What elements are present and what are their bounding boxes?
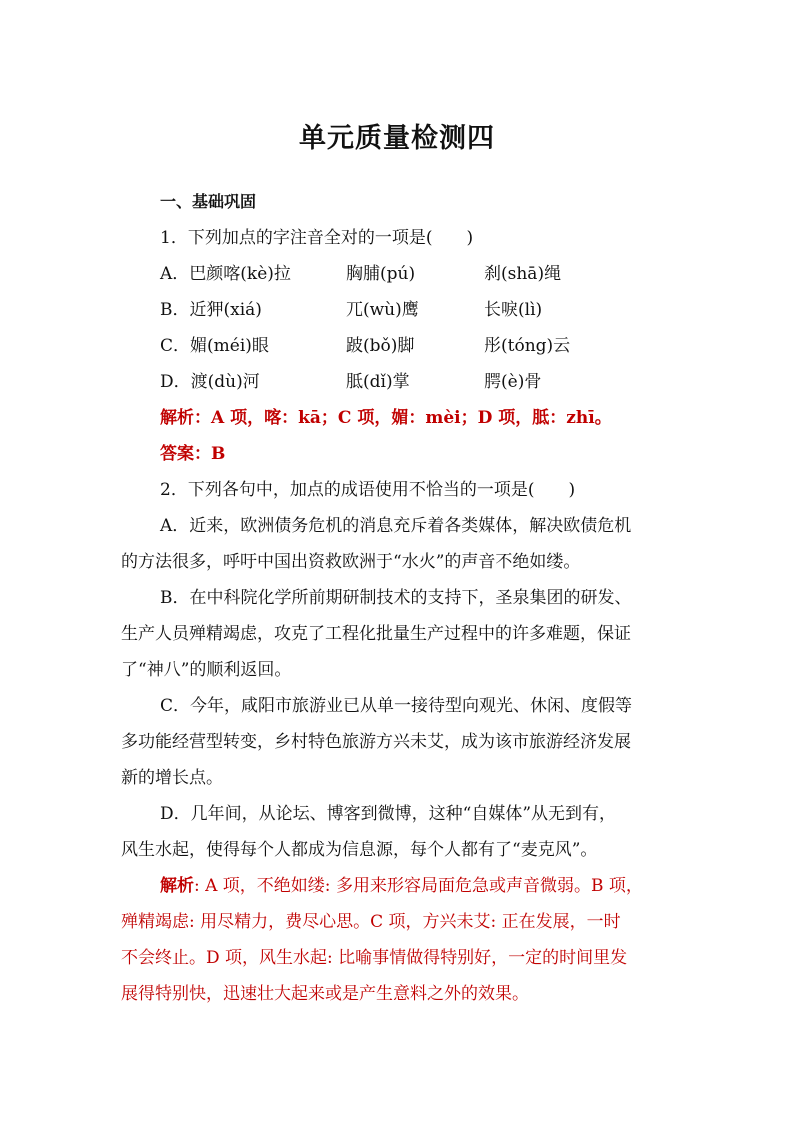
analysis-text: : A 项，不绝如缕: 多用来形容局面危急或声音微弱。B 项， (194, 876, 643, 896)
question-1-analysis (160, 406, 720, 430)
analysis-label: 解析 (160, 876, 194, 896)
question-2-option-b-line-3: 了“神八”的顺利返回。 (121, 660, 292, 680)
question-2-option-c-line-3: 新的增长点。 (121, 768, 223, 788)
option-c-item-3: 彤(tóng)云 (484, 336, 571, 356)
option-a-item-3: 刹(shā)绳 (484, 264, 562, 284)
question-2-analysis-line-3: 不会终止。D 项，风生水起: 比喻事情做得特别好，一定的时间里发 (121, 948, 628, 968)
option-c-item-1: C．媚(méi)眼 (160, 336, 269, 356)
answer-label: 答案 (160, 444, 194, 464)
question-2-analysis-line-1 (160, 874, 720, 898)
option-a-item-1: A．巴颜喀(kè)拉 (160, 264, 291, 284)
option-d-item-3: 腭(è)骨 (484, 372, 542, 392)
question-2-option-b-line-1: B．在中科院化学所前期研制技术的支持下，圣泉集团的研发、 (160, 588, 632, 608)
question-2-option-b-line-2: 生产人员殚精竭虑，攻克了工程化批量生产过程中的许多难题，保证 (121, 624, 631, 644)
option-d-item-1: D．渡(dù)河 (160, 372, 260, 392)
question-2-analysis-line-2: 殚精竭虑: 用尽精力，费尽心思。C 项，方兴未艾: 正在发展，一时 (121, 912, 621, 932)
question-1-stem: 1．下列加点的字注音全对的一项是( ) (160, 228, 474, 248)
question-2-option-d-line-2: 风生水起，使得每个人都成为信息源，每个人都有了“麦克风”。 (121, 840, 598, 860)
question-2-option-d-line-1: D．几年间，从论坛、博客到微博，这种“自媒体”从无到有， (160, 804, 617, 824)
option-b-item-3: 长唳(lì) (484, 300, 543, 320)
question-2-option-a-line-1: A．近来，欧洲债务危机的消息充斥着各类媒体，解决欧债危机 (160, 516, 632, 536)
question-2-option-a-line-2: 的方法很多，呼吁中国出资救欧洲于“水火”的声音不绝如缕。 (121, 552, 581, 572)
answer-text: ：B (194, 444, 226, 464)
question-2-option-c-line-2: 多功能经营型转变，乡村特色旅游方兴未艾，成为该市旅游经济发展 (121, 732, 631, 752)
page-title: 单元质量检测四 (299, 123, 495, 154)
section-heading: 一、基础巩固 (160, 192, 257, 211)
question-1-answer (160, 442, 720, 466)
analysis-text: ：A 项，喀：kā；C 项，媚：mèi；D 项，胝：zhī。 (194, 408, 612, 428)
option-d-item-2: 胝(dǐ)掌 (346, 372, 410, 392)
analysis-label: 解析 (160, 408, 194, 428)
option-b-item-1: B．近狎(xiá) (160, 300, 262, 320)
question-2-analysis-line-4: 展得特别快，迅速壮大起来或是产生意料之外的效果。 (121, 984, 529, 1004)
option-b-item-2: 兀(wù)鹰 (346, 300, 419, 320)
option-a-item-2: 胸脯(pú) (346, 264, 416, 284)
question-2-option-c-line-1: C．今年，咸阳市旅游业已从单一接待型向观光、休闲、度假等 (160, 696, 633, 716)
option-c-item-2: 跛(bǒ)脚 (346, 336, 415, 356)
question-2-stem: 2．下列各句中，加点的成语使用不恰当的一项是( ) (160, 480, 576, 500)
